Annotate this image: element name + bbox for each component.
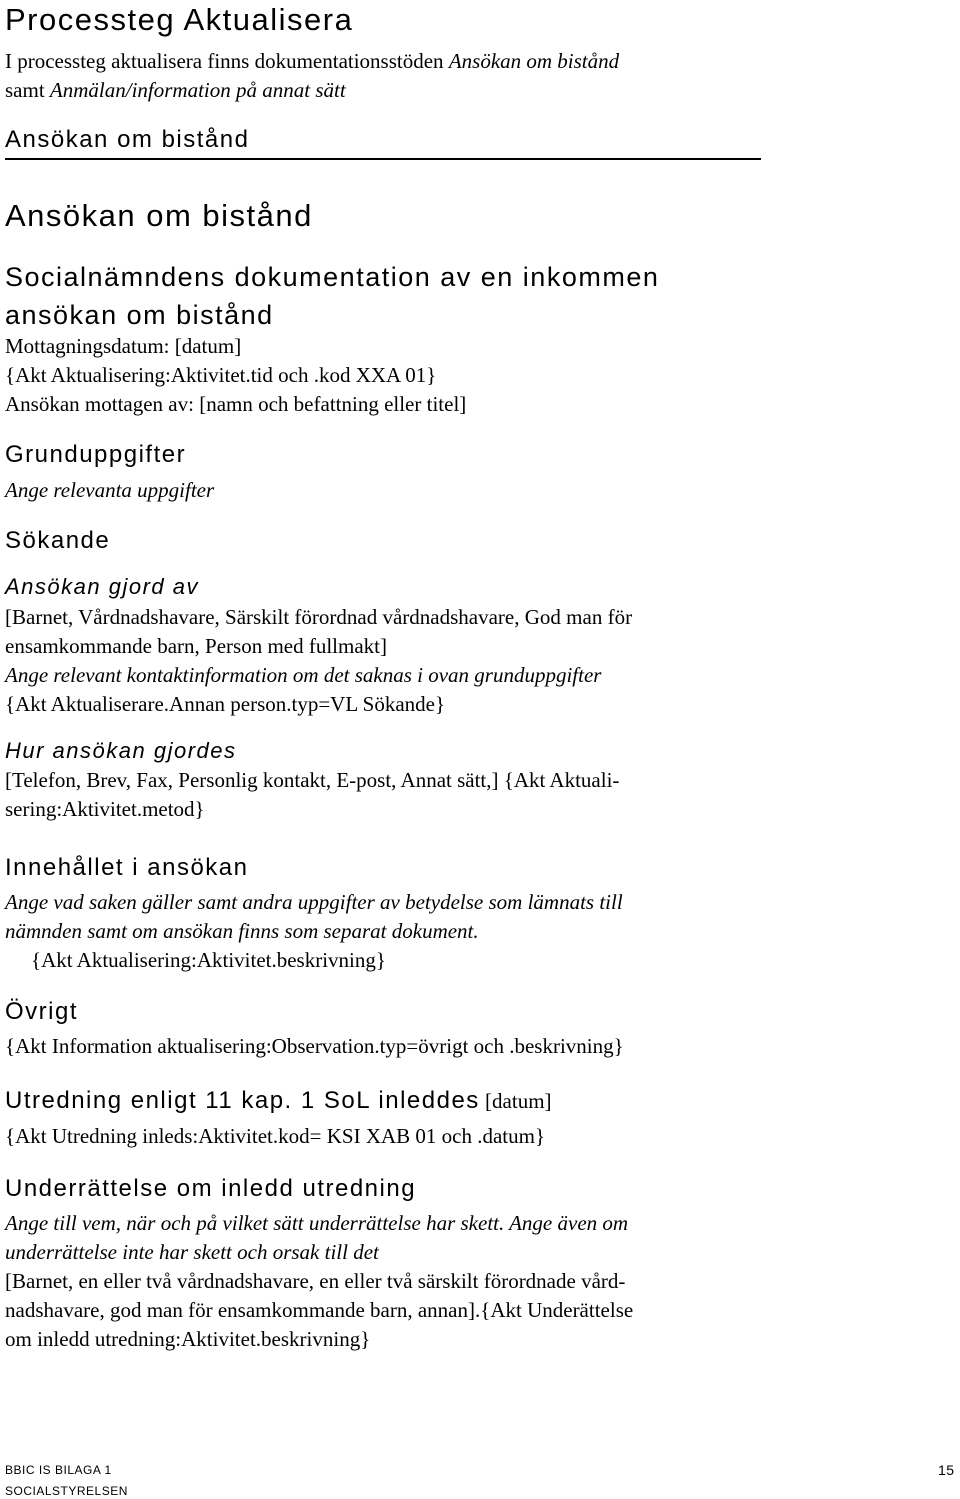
- section-divider: [5, 158, 761, 160]
- content-hint-line-1: Ange vad saken gäller samt andra uppgifter av betydelse som lämnats till: [5, 890, 623, 914]
- received-date: Mottagningsdatum: [datum]: [5, 334, 242, 358]
- footer-page-number: 15: [938, 1462, 955, 1478]
- notice-line-2: nadshavare, god man för ensamkommande barn, annan].{Akt Underättelse: [5, 1298, 634, 1322]
- received-info: [5, 332, 466, 419]
- page-title: Processteg Aktualisera: [5, 2, 354, 37]
- method-line-1: [Telefon, Brev, Fax, Personlig kontakt, E-post, Annat sätt,] {Akt Aktuali-: [5, 768, 620, 792]
- section-heading: Ansökan om bistånd: [5, 126, 250, 153]
- content-hint-line-2: nämnden samt om ansökan finns som separat dokument.: [5, 919, 479, 943]
- intro-text-2: samt: [5, 78, 50, 102]
- basic-info-hint: Ange relevanta uppgifter: [5, 478, 215, 502]
- investigation-date: [datum]: [479, 1089, 552, 1113]
- basic-info-heading: Grunduppgifter: [5, 441, 187, 468]
- applicant-hint: Ange relevant kontaktinformation om det saknas i ovan grunduppgifter: [5, 663, 602, 687]
- applicant-options-line-2: ensamkommande barn, Person med fullmakt]: [5, 634, 387, 658]
- form-subtitle-line-2: ansökan om bistånd: [5, 300, 274, 330]
- applicant-code: {Akt Aktualiserare.Annan person.typ=VL Sökande}: [5, 692, 446, 716]
- notice-line-1: [Barnet, en eller två vårdnadshavare, en eller två särskilt förordnade vård-: [5, 1269, 626, 1293]
- intro-doc-name-2: Anmälan/information på annat sätt: [49, 78, 346, 102]
- received-by: Ansökan mottagen av: [namn och befattning eller titel]: [5, 392, 467, 416]
- form-subtitle-line-1: Socialnämndens dokumentation av en inkommen: [5, 262, 660, 292]
- intro-doc-name-1: Ansökan om bistånd: [448, 49, 620, 73]
- notice-line-3: om inledd utredning:Aktivitet.beskrivning}: [5, 1327, 371, 1351]
- received-code: {Akt Aktualisering:Aktivitet.tid och .kod XXA 01}: [5, 363, 437, 387]
- method-line-2: sering:Aktivitet.metod}: [5, 797, 205, 821]
- footer-doc-name: BBIC IS BILAGA 1: [5, 1463, 112, 1477]
- other-heading: Övrigt: [5, 998, 79, 1025]
- notice-block: [5, 1209, 633, 1354]
- applicant-options-line-1: [Barnet, Vårdnadshavare, Särskilt förordnad vårdnadshavare, God man för: [5, 605, 633, 629]
- notice-hint-line-1: Ange till vem, när och på vilket sätt underrättelse har skett. Ange även om: [5, 1211, 629, 1235]
- applicant-block: [5, 603, 632, 719]
- method-block: [5, 766, 619, 824]
- applicant-made-by-heading: Ansökan gjord av: [5, 574, 199, 599]
- applicant-heading: Sökande: [5, 527, 111, 554]
- investigation-heading-row: [5, 1087, 552, 1116]
- form-subtitle: [5, 258, 659, 334]
- investigation-heading: Utredning enligt 11 kap. 1 SoL inleddes: [5, 1087, 480, 1114]
- investigation-code: {Akt Utredning inleds:Aktivitet.kod= KSI XAB 01 och .datum}: [5, 1124, 546, 1148]
- content-block: [5, 888, 623, 975]
- content-heading: Innehållet i ansökan: [5, 854, 249, 881]
- form-title: Ansökan om bistånd: [5, 198, 313, 233]
- intro-paragraph: [5, 47, 619, 105]
- method-heading: Hur ansökan gjordes: [5, 738, 237, 763]
- intro-text-1: I processteg aktualisera finns dokumentationsstöden: [5, 49, 449, 73]
- notice-heading: Underrättelse om inledd utredning: [5, 1175, 417, 1202]
- notice-hint-line-2: underrättelse inte har skett och orsak till det: [5, 1240, 379, 1264]
- other-code: {Akt Information aktualisering:Observation.typ=övrigt och .beskrivning}: [5, 1034, 624, 1058]
- content-code: {Akt Aktualisering:Aktivitet.beskrivning}: [31, 948, 386, 972]
- footer-org: SOCIALSTYRELSEN: [5, 1484, 128, 1498]
